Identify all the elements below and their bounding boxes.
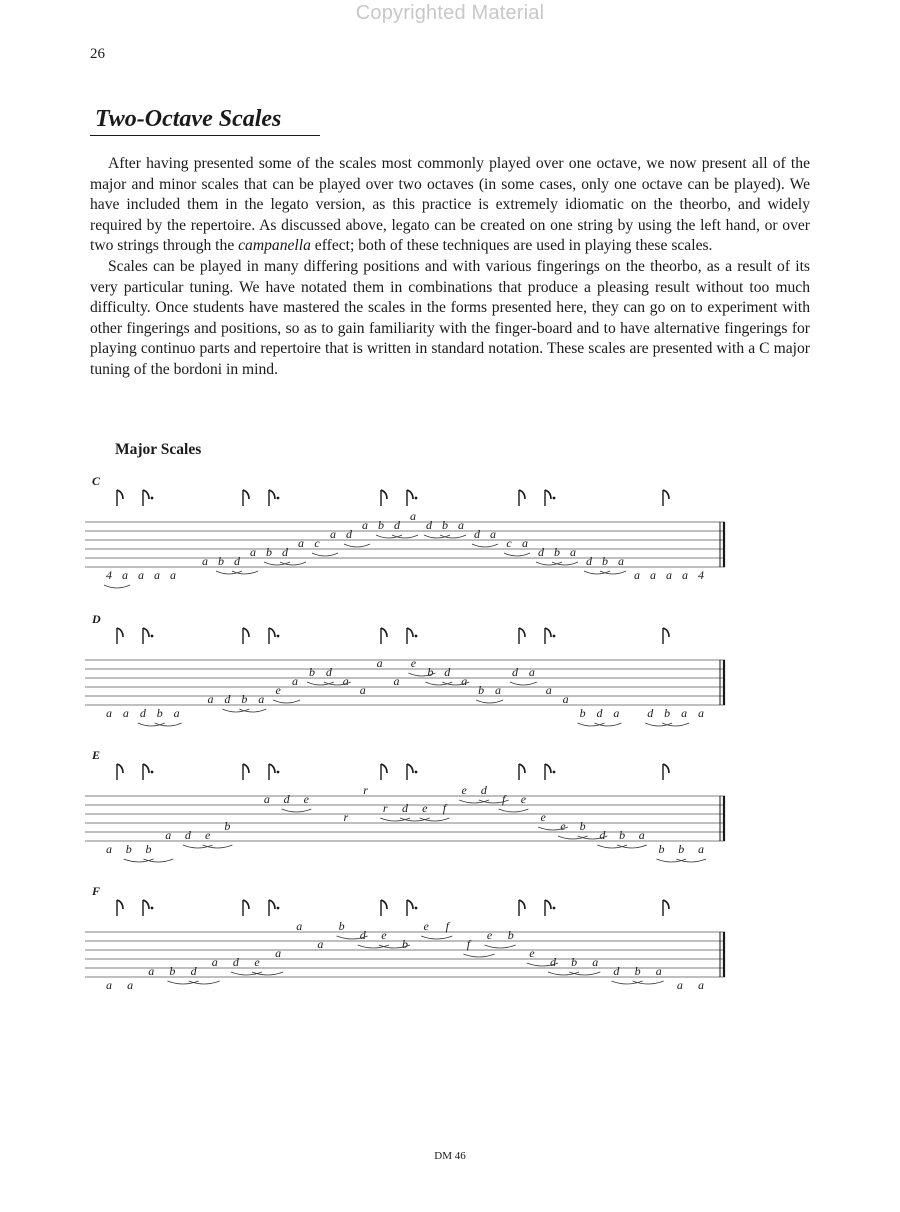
scale-label-d: D — [92, 612, 101, 626]
tab-note: a — [698, 978, 704, 992]
tab-note: a — [292, 674, 299, 688]
tab-note: a — [106, 978, 112, 992]
rhythm-flag — [381, 764, 387, 780]
tab-note: a — [638, 828, 645, 842]
tab-note: a — [298, 536, 304, 550]
tab-note: e — [422, 801, 428, 815]
tab-note: a — [138, 568, 144, 582]
tab-note: d — [550, 955, 556, 969]
tab-note: a — [562, 692, 569, 706]
tab-note: b — [507, 928, 514, 942]
tab-note: d — [394, 518, 400, 532]
slur — [189, 981, 220, 984]
paragraph-1-text-b: effect; both of these techniques are used in playing these scales. — [310, 237, 713, 255]
scale-label-e: E — [92, 748, 101, 762]
slur — [155, 723, 182, 726]
tab-note: a — [545, 683, 552, 697]
tablature-c — [85, 484, 735, 604]
slur — [143, 859, 173, 862]
tab-note: a — [148, 964, 155, 978]
slur — [104, 585, 130, 588]
tab-note: a — [258, 692, 265, 706]
tab-note: a — [296, 919, 303, 933]
tab-note: e — [520, 792, 527, 806]
tab-note: d — [596, 706, 603, 720]
slur — [662, 723, 689, 726]
page-number: 26 — [90, 46, 105, 62]
tab-note: d — [234, 554, 240, 568]
tab-note: a — [106, 706, 112, 720]
tab-note: a — [682, 568, 688, 582]
rhythm-flag — [143, 900, 153, 916]
rhythm-flag — [381, 628, 387, 644]
slur — [569, 972, 600, 975]
rhythm-flag — [519, 764, 525, 780]
rhythm-flag — [663, 628, 669, 644]
slur — [578, 723, 605, 726]
tab-note: a — [410, 509, 416, 523]
tab-note: d — [346, 527, 352, 541]
tab-note: a — [317, 937, 324, 951]
rhythm-flag — [117, 628, 123, 644]
tab-note: a — [122, 706, 129, 720]
tab-note: f — [501, 792, 506, 806]
tab-note: b — [678, 842, 685, 856]
rhythm-flag — [519, 900, 525, 916]
tab-note: d — [647, 706, 654, 720]
tab-note: a — [522, 536, 528, 550]
tab-note: d — [599, 828, 606, 842]
tab-note: b — [619, 828, 626, 842]
rhythm-flag — [545, 628, 555, 644]
rhythm-flag — [143, 764, 153, 780]
slur — [645, 723, 672, 726]
rhythm-flag — [407, 900, 417, 916]
tab-note: b — [156, 706, 163, 720]
tab-note: d — [139, 706, 146, 720]
slur — [138, 723, 165, 726]
paragraph-2: Scales can be played in many differing positions and with various fingerings on the theorbo, as a result of its very particular tuning. We have notated them in combinations that produce a pleasing result without too much difficulty. Once students have mastered the scales in the forms presented here, they can go on to experiment with other fingerings and positions, so as to gain familiarity with the finger-board and to have alternative fingerings for playing continuo parts and repertoire that is written in standard notation. These scales are presented with a C major tuning of the bordoni in mind. — [90, 257, 810, 378]
tab-note: d — [325, 665, 332, 679]
tab-note: a — [362, 518, 368, 532]
tab-note: d — [402, 801, 408, 815]
tab-note: a — [570, 545, 576, 559]
rhythm-flag — [381, 490, 387, 506]
tab-note: a — [154, 568, 160, 582]
scale-label-c: C — [92, 474, 101, 488]
tab-note: a — [666, 568, 672, 582]
tab-note: b — [442, 518, 448, 532]
tab-note: a — [263, 792, 270, 806]
rhythm-flag — [243, 764, 249, 780]
rhythm-flag — [663, 490, 669, 506]
tab-note: a — [165, 828, 172, 842]
tab-note: b — [402, 937, 408, 951]
tab-note: r — [343, 810, 349, 824]
tab-note: b — [145, 842, 152, 856]
tab-note: a — [127, 978, 134, 992]
body-text — [90, 154, 810, 381]
slur — [307, 682, 334, 685]
footer-catalog: DM 46 — [434, 1150, 466, 1162]
tab-note: b — [658, 842, 665, 856]
paragraph-1 — [90, 154, 810, 257]
slur — [499, 809, 529, 812]
slur — [476, 700, 503, 703]
tablature-e — [85, 758, 735, 878]
tab-note: b — [224, 819, 231, 833]
tab-note: a — [275, 946, 282, 960]
tab-note: a — [250, 545, 256, 559]
tab-note: e — [486, 928, 493, 942]
tab-note: e — [461, 783, 467, 797]
tab-note: d — [283, 792, 290, 806]
rhythm-flag — [143, 490, 153, 506]
tab-note: c — [506, 536, 512, 550]
slur — [485, 945, 516, 948]
tab-note: a — [376, 656, 383, 670]
tab-note: d — [586, 554, 592, 568]
slur — [344, 544, 370, 547]
tab-note: a — [173, 706, 180, 720]
tab-note: b — [634, 964, 641, 978]
tab-note: b — [125, 842, 132, 856]
rhythm-flag — [545, 764, 555, 780]
rhythm-flag — [663, 900, 669, 916]
rhythm-flag — [407, 490, 417, 506]
tab-note: a — [393, 674, 400, 688]
tab-note: f — [442, 801, 447, 815]
rhythm-flag — [269, 764, 279, 780]
rhythm-flag — [545, 900, 555, 916]
tab-note: d — [190, 964, 197, 978]
slur — [504, 553, 530, 556]
tab-note: e — [205, 828, 211, 842]
slur — [421, 936, 452, 939]
tab-note: c — [314, 536, 320, 550]
tab-note: f — [445, 919, 449, 933]
tab-note: b — [338, 919, 345, 933]
slur — [203, 845, 233, 848]
tab-note: a — [528, 665, 535, 679]
tab-note: f — [466, 937, 471, 951]
rhythm-flag — [407, 628, 417, 644]
tab-note: b — [169, 964, 176, 978]
section-title: Two-Octave Scales — [90, 106, 320, 136]
tab-note: a — [698, 706, 704, 720]
tab-note: b — [241, 692, 248, 706]
slur — [239, 709, 266, 712]
tab-note: d — [613, 964, 620, 978]
slur — [633, 981, 664, 984]
tab-note: a — [202, 554, 208, 568]
slur — [617, 845, 647, 848]
tab-note: d — [480, 783, 487, 797]
tab-note: d — [359, 928, 366, 942]
slur — [222, 709, 249, 712]
subsection-title: Major Scales — [115, 441, 202, 458]
tab-note: a — [698, 842, 704, 856]
rhythm-flag — [519, 628, 525, 644]
tab-note: d — [184, 828, 191, 842]
tab-note: e — [560, 819, 566, 833]
slur — [472, 544, 498, 547]
slur — [425, 682, 452, 685]
tab-note: d — [224, 692, 231, 706]
tab-note: e — [529, 946, 535, 960]
rhythm-flag — [269, 490, 279, 506]
rhythm-flag — [143, 628, 153, 644]
tab-note: a — [613, 706, 620, 720]
tab-note: a — [650, 568, 656, 582]
tablature-d — [85, 622, 735, 742]
tab-note: d — [426, 518, 432, 532]
tab-note: a — [634, 568, 640, 582]
tab-note: a — [342, 674, 349, 688]
tab-note: a — [490, 527, 496, 541]
tab-note: a — [458, 518, 464, 532]
rhythm-flag — [407, 764, 417, 780]
tab-note: 4 — [698, 568, 704, 582]
tab-note: d — [474, 527, 480, 541]
tab-note: a — [461, 674, 468, 688]
slur — [510, 682, 537, 685]
slur — [676, 859, 706, 862]
rhythm-flag — [545, 490, 555, 506]
tab-note: d — [511, 665, 518, 679]
tab-note: a — [681, 706, 688, 720]
tab-note: e — [540, 810, 546, 824]
slur — [420, 818, 450, 821]
rhythm-flag — [117, 764, 123, 780]
rhythm-flag — [243, 900, 249, 916]
rhythm-flag — [117, 900, 123, 916]
tab-note: b — [579, 706, 586, 720]
rhythm-flag — [519, 490, 525, 506]
slur — [595, 723, 622, 726]
rhythm-flag — [243, 490, 249, 506]
rhythm-flag — [269, 628, 279, 644]
tab-note: d — [538, 545, 544, 559]
tab-note: a — [592, 955, 599, 969]
slur — [312, 553, 338, 556]
tab-note: e — [275, 683, 281, 697]
slur — [273, 700, 300, 703]
tab-note: a — [495, 683, 502, 697]
tab-note: a — [655, 964, 662, 978]
tab-note: b — [427, 665, 434, 679]
tab-note: a — [359, 683, 366, 697]
rhythm-flag — [117, 490, 123, 506]
slur — [252, 972, 283, 975]
tab-note: e — [423, 919, 429, 933]
tablature-f — [85, 894, 735, 1014]
slur — [463, 954, 494, 957]
rhythm-flag — [243, 628, 249, 644]
tab-note: b — [478, 683, 485, 697]
rhythm-flag — [269, 900, 279, 916]
rhythm-flag — [381, 900, 387, 916]
tab-note: r — [382, 801, 388, 815]
tab-note: 4 — [106, 568, 112, 582]
tab-note: e — [410, 656, 417, 670]
tab-note: a — [211, 955, 218, 969]
paragraph-1-emphasis: campanella — [238, 237, 311, 255]
tab-note: r — [363, 783, 368, 797]
tab-note: b — [266, 545, 272, 559]
tab-note: e — [254, 955, 260, 969]
tab-note: b — [308, 665, 315, 679]
tab-note: e — [303, 792, 309, 806]
tab-note: d — [282, 545, 288, 559]
tab-note: b — [664, 706, 671, 720]
tab-note: a — [330, 527, 336, 541]
scale-label-f: F — [92, 884, 101, 898]
paragraph-1-text-a: After having presented some of the scales most commonly played over one octave, we now present all of the major and minor scales that can be played over two octaves (in some cases, only one octave can be played). We have included them in the legato version, as this practice is extremely idiomatic on the theorbo, and widely required by the repertoire. As discussed above, legato can be created on one string by using the left hand, or over two strings through the — [90, 155, 810, 255]
tab-note: a — [170, 568, 176, 582]
tab-note: a — [207, 692, 214, 706]
slur — [282, 809, 312, 812]
tab-note: b — [571, 955, 578, 969]
tab-note: a — [122, 568, 128, 582]
tab-note: b — [218, 554, 224, 568]
rhythm-flag — [663, 764, 669, 780]
tab-note: d — [232, 955, 239, 969]
tab-note: b — [378, 518, 384, 532]
tab-note: b — [554, 545, 560, 559]
tab-note: b — [579, 819, 586, 833]
tab-note: e — [381, 928, 387, 942]
tab-note: d — [444, 665, 451, 679]
tab-note: b — [602, 554, 608, 568]
tab-note: a — [618, 554, 624, 568]
copyright-watermark: Copyrighted Material — [355, 2, 545, 24]
tab-note: a — [676, 978, 683, 992]
tab-note: a — [106, 842, 112, 856]
